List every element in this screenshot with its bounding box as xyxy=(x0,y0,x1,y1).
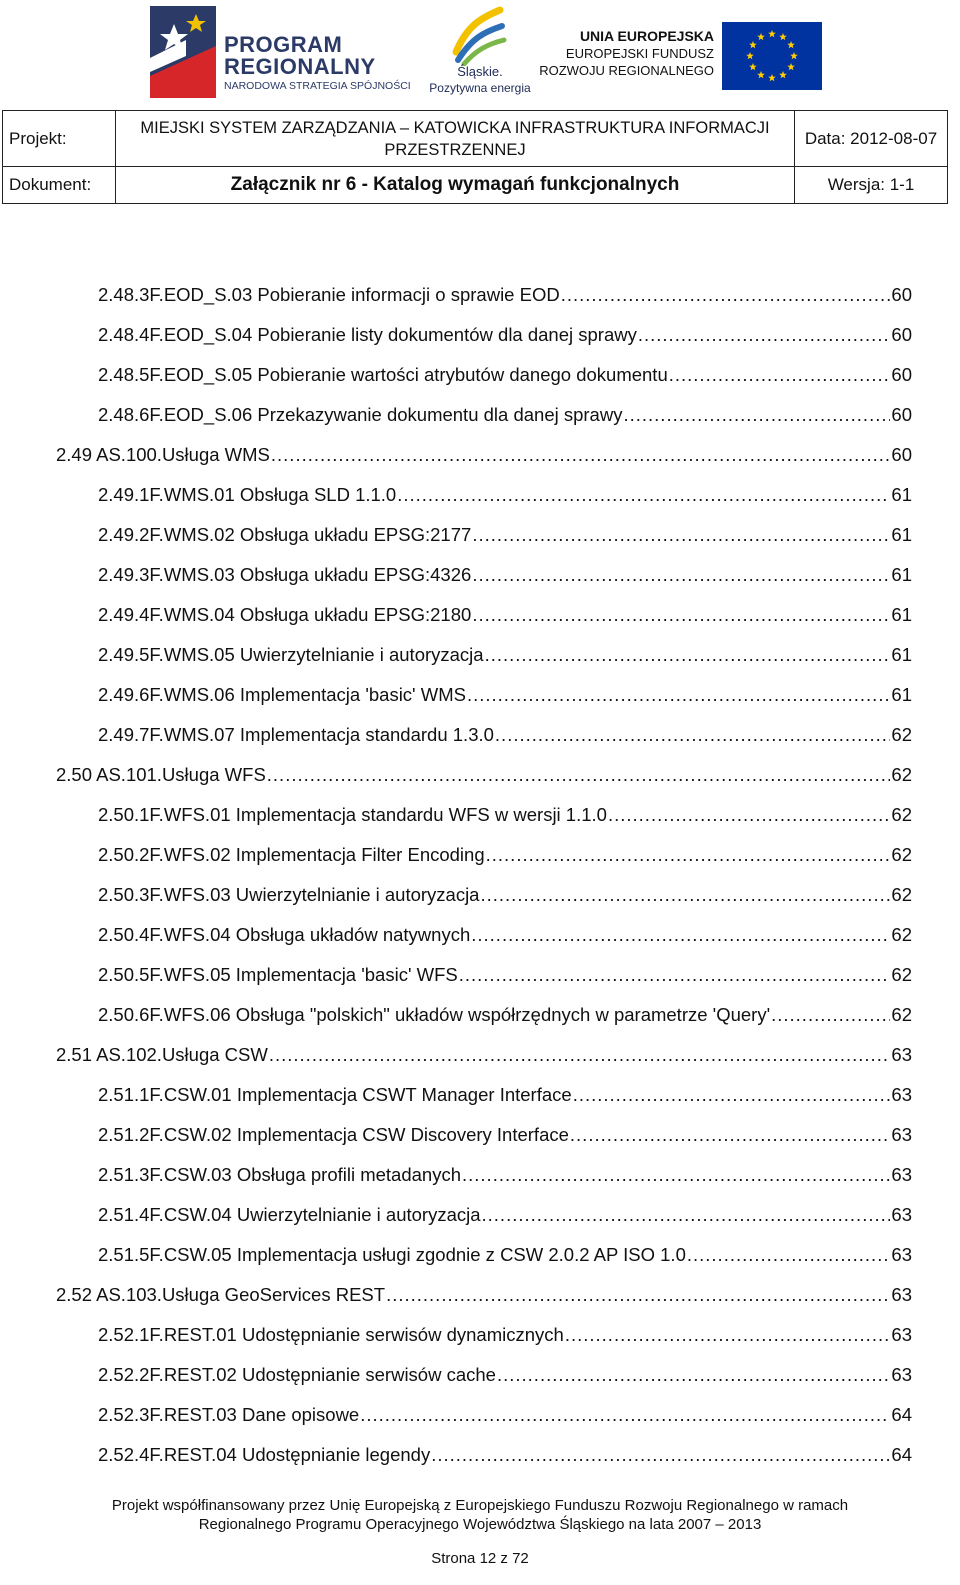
toc-entry-page: 62 xyxy=(891,1004,912,1025)
toc-entry[interactable] xyxy=(98,840,912,870)
toc-dot-leader xyxy=(497,1360,890,1390)
toc-dot-leader xyxy=(397,480,890,510)
toc-entry[interactable] xyxy=(98,1360,912,1390)
toc-entry-title: 2.48.3F.EOD_S.03 Pobieranie informacji o sprawie EOD xyxy=(98,284,560,305)
toc-dot-leader xyxy=(467,680,890,710)
toc-entry[interactable] xyxy=(98,1320,912,1350)
toc-entry[interactable] xyxy=(98,480,912,510)
eu-logo-line1: UNIA EUROPEJSKA xyxy=(579,28,714,44)
toc-dot-leader xyxy=(480,880,890,910)
program-regionalny-emblem-icon xyxy=(146,6,222,98)
toc-entry[interactable] xyxy=(98,1240,912,1270)
toc-entry-page: 60 xyxy=(891,404,912,425)
toc-entry-page: 63 xyxy=(891,1204,912,1225)
toc-dot-leader xyxy=(472,520,890,550)
toc-entry-title: 2.51.3F.CSW.03 Obsługa profili metadanych xyxy=(98,1164,461,1185)
toc-dot-leader xyxy=(267,760,891,790)
toc-dot-leader xyxy=(472,560,890,590)
toc-entry-page: 63 xyxy=(891,1364,912,1385)
toc-dot-leader xyxy=(485,640,891,670)
toc-dot-leader xyxy=(431,1440,890,1470)
toc-entry[interactable] xyxy=(98,1080,912,1110)
toc-dot-leader xyxy=(472,600,890,630)
footer-line2: Regionalnego Programu Operacyjnego Województwa Śląskiego na lata 2007 – 2013 xyxy=(198,1516,762,1533)
toc-dot-leader xyxy=(495,720,891,750)
toc-entry[interactable] xyxy=(56,440,912,470)
toc-entry-title: 2.51.5F.CSW.05 Implementacja usługi zgodnie z CSW 2.0.2 AP ISO 1.0 xyxy=(98,1244,686,1265)
toc-dot-leader xyxy=(623,400,890,430)
toc-entry-title: 2.50.1F.WFS.01 Implementacja standardu WFS w wersji 1.1.0 xyxy=(98,804,607,825)
document-label: Dokument: xyxy=(3,167,116,204)
toc-entry[interactable] xyxy=(98,360,912,390)
toc-entry[interactable] xyxy=(56,1040,912,1070)
toc-entry-page: 60 xyxy=(891,364,912,385)
toc-entry-page: 63 xyxy=(891,1124,912,1145)
logo-strip xyxy=(0,0,960,104)
toc-entry[interactable] xyxy=(98,720,912,750)
toc-entry[interactable] xyxy=(98,280,912,310)
slaskie-logo-line2: Pozytywna energia xyxy=(429,81,531,95)
toc-entry-title: 2.48.6F.EOD_S.06 Przekazywanie dokumentu dla danej sprawy xyxy=(98,404,623,425)
toc-dot-leader xyxy=(771,1000,890,1030)
program-logo-line1: PROGRAM xyxy=(224,32,343,57)
toc-entry-title: 2.50.4F.WFS.04 Obsługa układów natywnych xyxy=(98,924,471,945)
toc-entry[interactable] xyxy=(98,880,912,910)
toc-dot-leader xyxy=(269,1040,891,1070)
funding-footer xyxy=(0,1496,960,1534)
document-header-table xyxy=(2,110,948,204)
toc-entry-page: 62 xyxy=(891,964,912,985)
toc-dot-leader xyxy=(565,1320,891,1350)
toc-entry-title: 2.49.1F.WMS.01 Obsługa SLD 1.1.0 xyxy=(98,484,397,505)
toc-entry-page: 61 xyxy=(891,484,912,505)
toc-entry-title: 2.51 AS.102.Usługa CSW xyxy=(56,1044,268,1065)
toc-entry-title: 2.51.4F.CSW.04 Uwierzytelnianie i autoryzacja xyxy=(98,1204,481,1225)
toc-entry-title: 2.50.5F.WFS.05 Implementacja 'basic' WFS xyxy=(98,964,458,985)
toc-entry-title: 2.50 AS.101.Usługa WFS xyxy=(56,764,266,785)
toc-entry[interactable] xyxy=(98,1400,912,1430)
toc-dot-leader xyxy=(608,800,890,830)
eu-logo-line2: EUROPEJSKI FUNDUSZ xyxy=(565,46,714,61)
slaskie-wave-icon xyxy=(448,4,508,66)
toc-entry-page: 62 xyxy=(891,844,912,865)
toc-entry-title: 2.50.2F.WFS.02 Implementacja Filter Encoding xyxy=(98,844,485,865)
toc-entry-page: 60 xyxy=(891,444,912,465)
toc-entry-page: 62 xyxy=(891,804,912,825)
toc-entry-title: 2.51.1F.CSW.01 Implementacja CSWT Manager Interface xyxy=(98,1084,572,1105)
toc-entry[interactable] xyxy=(98,320,912,350)
slaskie-logo xyxy=(424,4,536,98)
toc-dot-leader xyxy=(573,1080,891,1110)
toc-entry-page: 61 xyxy=(891,524,912,545)
toc-entry-title: 2.49.7F.WMS.07 Implementacja standardu 1.3.0 xyxy=(98,724,494,745)
document-title: Załącznik nr 6 - Katalog wymagań funkcjonalnych xyxy=(116,167,795,204)
toc-entry[interactable] xyxy=(56,1280,912,1310)
document-version: Wersja: 1-1 xyxy=(795,167,948,204)
program-regionalny-logo xyxy=(146,6,411,98)
toc-dot-leader xyxy=(462,1160,890,1190)
toc-entry-page: 62 xyxy=(891,884,912,905)
toc-dot-leader xyxy=(486,840,891,870)
toc-entry-page: 60 xyxy=(891,284,912,305)
toc-entry[interactable] xyxy=(56,760,912,790)
toc-entry[interactable] xyxy=(98,520,912,550)
toc-dot-leader xyxy=(386,1280,890,1310)
toc-entry[interactable] xyxy=(98,600,912,630)
toc-entry-page: 63 xyxy=(891,1324,912,1345)
toc-entry-page: 61 xyxy=(891,684,912,705)
toc-entry-title: 2.52 AS.103.Usługa GeoServices REST xyxy=(56,1284,386,1305)
toc-entry-title: 2.49.6F.WMS.06 Implementacja 'basic' WMS xyxy=(98,684,466,705)
toc-entry[interactable] xyxy=(98,680,912,710)
toc-entry-page: 63 xyxy=(891,1084,912,1105)
toc-entry-title: 2.52.3F.REST.03 Dane opisowe xyxy=(98,1404,360,1425)
page-number: Strona 12 z 72 xyxy=(431,1550,529,1567)
toc-entry-page: 61 xyxy=(891,564,912,585)
toc-entry-page: 61 xyxy=(891,644,912,665)
toc-entry-title: 2.49.5F.WMS.05 Uwierzytelnianie i autoryzacja xyxy=(98,644,484,665)
toc-entry-title: 2.48.5F.EOD_S.05 Pobieranie wartości atrybutów danego dokumentu xyxy=(98,364,668,385)
toc-entry-title: 2.52.2F.REST.02 Udostępnianie serwisów cache xyxy=(98,1364,496,1385)
toc-entry-title: 2.48.4F.EOD_S.04 Pobieranie listy dokumentów dla danej sprawy xyxy=(98,324,637,345)
toc-entry[interactable] xyxy=(98,800,912,830)
toc-dot-leader xyxy=(271,440,891,470)
toc-entry[interactable] xyxy=(98,960,912,990)
toc-entry-title: 2.49.2F.WMS.02 Obsługa układu EPSG:2177 xyxy=(98,524,472,545)
toc-dot-leader xyxy=(638,320,891,350)
toc-dot-leader xyxy=(687,1240,891,1270)
toc-entry[interactable] xyxy=(98,1440,912,1470)
toc-dot-leader xyxy=(360,1400,890,1430)
toc-entry-title: 2.52.4F.REST.04 Udostępnianie legendy xyxy=(98,1444,431,1465)
toc-entry-title: 2.52.1F.REST.01 Udostępnianie serwisów dynamicznych xyxy=(98,1324,564,1345)
toc-entry-page: 64 xyxy=(891,1444,912,1465)
toc-entry-title: 2.50.3F.WFS.03 Uwierzytelnianie i autoryzacja xyxy=(98,884,480,905)
document-date: Data: 2012-08-07 xyxy=(795,111,948,167)
eu-logo-line3: ROZWOJU REGIONALNEGO xyxy=(539,63,714,78)
toc-dot-leader xyxy=(482,1200,891,1230)
toc-entry-page: 63 xyxy=(891,1164,912,1185)
project-value: MIEJSKI SYSTEM ZARZĄDZANIA – KATOWICKA INFRASTRUKTURA INFORMACJI PRZESTRZENNEJ xyxy=(116,111,795,167)
program-logo-line3: NARODOWA STRATEGIA SPÓJNOŚCI xyxy=(224,80,411,92)
toc-entry-title: 2.51.2F.CSW.02 Implementacja CSW Discovery Interface xyxy=(98,1124,569,1145)
toc-entry-page: 63 xyxy=(891,1284,912,1305)
toc-entry-page: 64 xyxy=(891,1404,912,1425)
toc-entry[interactable] xyxy=(98,1200,912,1230)
toc-entry-page: 63 xyxy=(891,1044,912,1065)
toc-dot-leader xyxy=(471,920,890,950)
toc-entry-page: 61 xyxy=(891,604,912,625)
toc-entry-page: 62 xyxy=(891,724,912,745)
toc-entry-page: 62 xyxy=(891,764,912,785)
toc-entry-title: 2.50.6F.WFS.06 Obsługa "polskich" układów współrzędnych w parametrze 'Query' xyxy=(98,1004,771,1025)
toc-entry[interactable] xyxy=(98,560,912,590)
footer-line1: Projekt współfinansowany przez Unię Europejską z Europejskiego Funduszu Rozwoju Regionalnego w ramach xyxy=(111,1497,849,1514)
toc-dot-leader xyxy=(561,280,891,310)
toc-entry-title: 2.49 AS.100.Usługa WMS xyxy=(56,444,270,465)
toc-entry[interactable] xyxy=(98,1160,912,1190)
toc-dot-leader xyxy=(570,1120,891,1150)
toc-entry-title: 2.49.4F.WMS.04 Obsługa układu EPSG:2180 xyxy=(98,604,472,625)
program-logo-line2: REGIONALNY xyxy=(224,54,376,79)
toc-entry[interactable] xyxy=(98,920,912,950)
toc-entry[interactable] xyxy=(98,400,912,430)
eu-flag-icon xyxy=(722,22,822,90)
toc-entry-page: 63 xyxy=(891,1244,912,1265)
project-label: Projekt: xyxy=(3,111,116,167)
slaskie-logo-line1: Śląskie. xyxy=(457,64,503,79)
toc-entry[interactable] xyxy=(98,1120,912,1150)
toc-entry[interactable] xyxy=(98,1000,912,1030)
toc-dot-leader xyxy=(669,360,891,390)
toc-dot-leader xyxy=(459,960,891,990)
eu-logo xyxy=(539,22,826,92)
toc-entry[interactable] xyxy=(98,640,912,670)
toc-entry-page: 62 xyxy=(891,924,912,945)
toc-entry-title: 2.49.3F.WMS.03 Obsługa układu EPSG:4326 xyxy=(98,564,472,585)
toc-entry-page: 60 xyxy=(891,324,912,345)
